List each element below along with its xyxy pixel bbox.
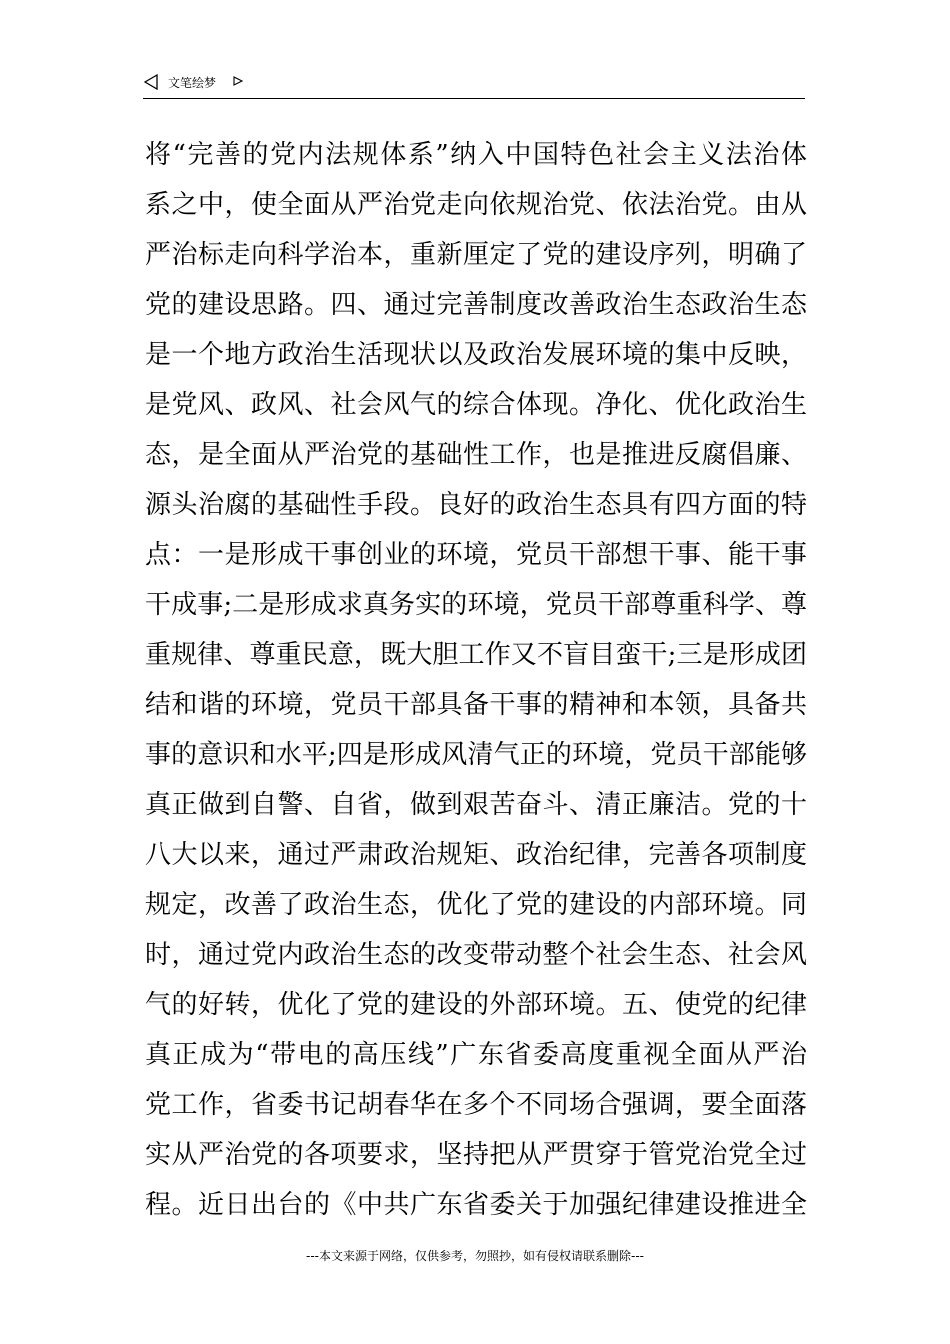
- body-line: 党工作，省委书记胡春华在多个不同场合强调，要全面落: [145, 1090, 807, 1120]
- body-line: 结和谐的环境，党员干部具备干事的精神和本领，具备共: [145, 690, 807, 720]
- body-line: 八大以来，通过严肃政治规矩、政治纪律，完善各项制度: [145, 840, 807, 870]
- body-line: 程。近日出台的《中共广东省委关于加强纪律建设推进全: [145, 1190, 807, 1220]
- body-line: 严治标走向科学治本，重新厘定了党的建设序列，明确了: [145, 240, 807, 270]
- body-line: 重规律、尊重民意，既大胆工作又不盲目蛮干;三是形成团: [145, 640, 807, 670]
- body-line: 真正做到自警、自省，做到艰苦奋斗、清正廉洁。党的十: [145, 790, 807, 820]
- triangle-right-icon: [233, 76, 243, 86]
- body-line: 源头治腐的基础性手段。良好的政治生态具有四方面的特: [145, 490, 807, 520]
- body-line: 真正成为“带电的高压线”广东省委高度重视全面从严治: [145, 1040, 807, 1070]
- body-line: 时，通过党内政治生态的改变带动整个社会生态、社会风: [145, 940, 807, 970]
- body-line: 实从严治党的各项要求，坚持把从严贯穿于管党治党全过: [145, 1140, 807, 1170]
- body-line: 干成事;二是形成求真务实的环境，党员干部尊重科学、尊: [145, 590, 807, 620]
- body-line: 将“完善的党内法规体系”纳入中国特色社会主义法治体: [145, 140, 807, 170]
- body-line: 态，是全面从严治党的基础性工作，也是推进反腐倡廉、: [145, 440, 807, 470]
- page-header: [143, 70, 805, 99]
- body-line: 规定，改善了政治生态，优化了党的建设的内部环境。同: [145, 890, 807, 920]
- footer-notice: ---本文来源于网络，仅供参考，勿照抄，如有侵权请联系删除---: [306, 1249, 644, 1263]
- triangle-left-icon: [144, 74, 158, 90]
- body-line: 是党风、政风、社会风气的综合体现。净化、优化政治生: [145, 390, 807, 420]
- header-title: 文笔绘梦: [168, 76, 217, 90]
- body-line: 事的意识和水平;四是形成风清气正的环境，党员干部能够: [145, 740, 807, 770]
- body-line: 是一个地方政治生活现状以及政治发展环境的集中反映，: [145, 340, 807, 370]
- body-line: 系之中，使全面从严治党走向依规治党、依法治党。由从: [145, 190, 807, 220]
- body-line: 党的建设思路。四、通过完善制度改善政治生态政治生态: [145, 290, 807, 320]
- body-line: 气的好转，优化了党的建设的外部环境。五、使党的纪律: [145, 990, 807, 1020]
- body-line: 点：一是形成干事创业的环境，党员干部想干事、能干事: [145, 540, 807, 570]
